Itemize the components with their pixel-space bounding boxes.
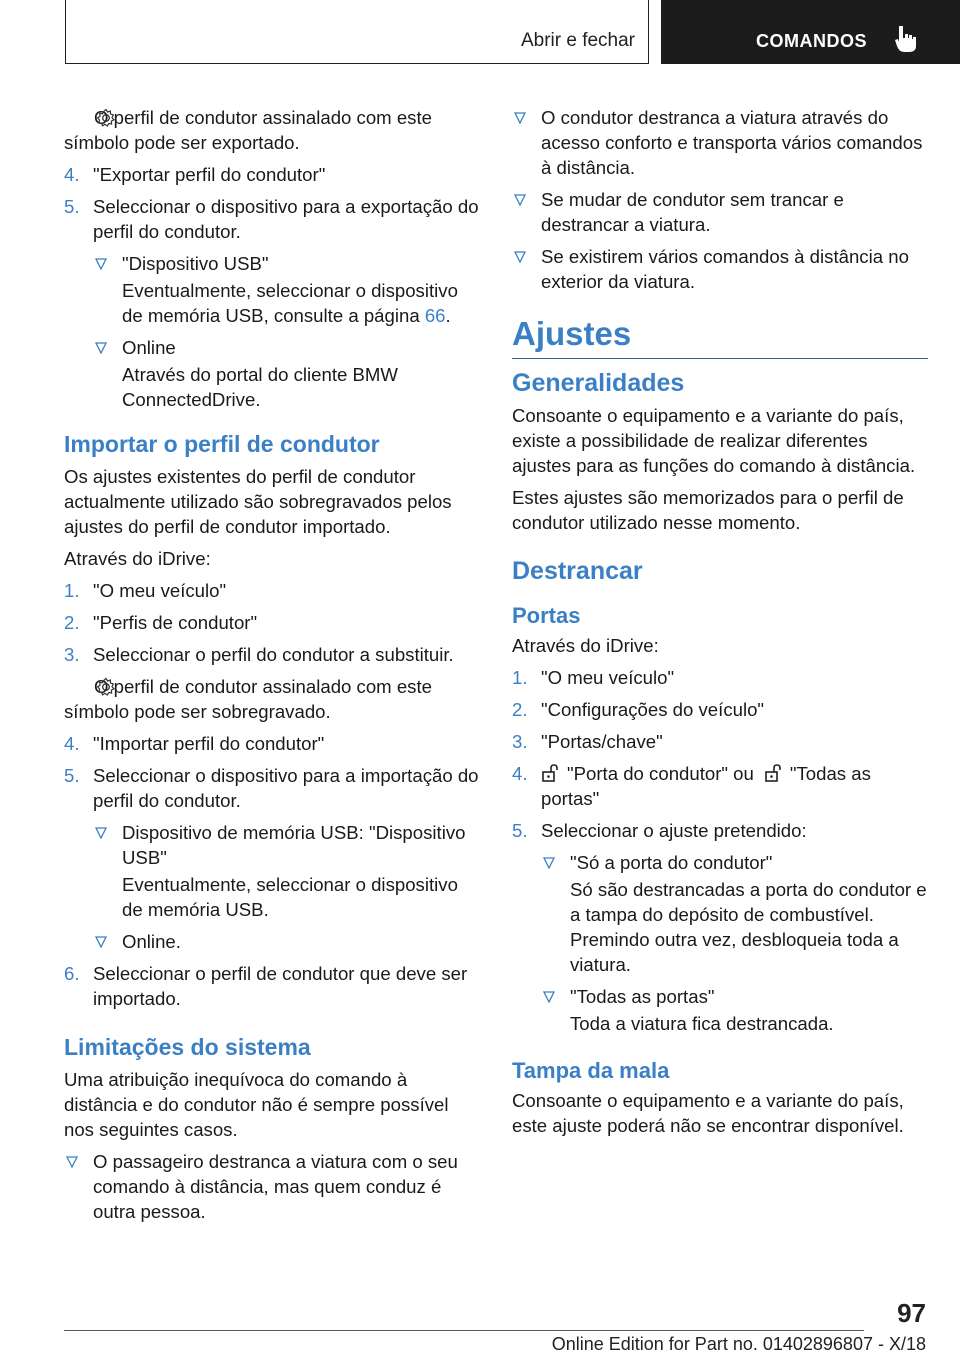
list-item [512,818,928,843]
gear-icon [96,108,116,128]
list-item [64,162,480,187]
step-text: "Exportar perfil do condutor" [93,164,326,185]
footer-edition: Online Edition for Part no. 01402896807 - X/18 [551,1334,926,1354]
overwrite-note [64,674,480,724]
list-item [541,984,928,1036]
step-number: 1. [512,667,528,688]
bullet-title: Online. [122,931,181,952]
bullet-desc: Através do portal do cliente BMW ConnectedDrive. [122,364,398,410]
step-number: 2. [512,699,528,720]
page-link[interactable]: 66 [424,305,446,326]
list-item [512,761,928,811]
bullet-title: "Dispositivo USB" [122,253,269,274]
bullet-text: O passageiro destranca a viatura com o seu comando à distância, mas quem conduz é outra pessoa. [93,1151,458,1222]
bullet-desc [122,278,480,328]
step-text: Seleccionar o dispositivo para a importação do perfil do condutor. [93,765,479,811]
list-item [93,335,480,412]
general-heading: Generalidades [512,369,685,397]
left-column [64,105,480,1231]
triangle-bullet-icon [95,827,107,839]
triangle-bullet-icon [514,251,526,263]
list-item [512,244,928,294]
trunk-paragraph: Consoante o equipamento e a variante do país, este ajuste poderá não se encontrar disponível. [512,1090,904,1136]
list-item [512,665,928,690]
step-text: "O meu veículo" [541,667,675,688]
step-number: 5. [64,765,80,786]
list-item [512,697,928,722]
general-paragraph-1: Consoante o equipamento e a variante do país, existe a possibilidade de realizar diferentes ajustes para as funções do comando à distância. [512,405,916,476]
step-number: 4. [64,164,80,185]
triangle-bullet-icon [66,1156,78,1168]
step-text: "Importar perfil do condutor" [93,733,325,754]
hand-pointer-icon [893,24,919,54]
step-number: 3. [512,731,528,752]
bullet-text: Se existirem vários comandos à distância no exterior da viatura. [541,246,909,292]
list-item [64,731,480,756]
list-item [64,610,480,635]
triangle-bullet-icon [543,857,555,869]
step-text: "Configurações do veículo" [541,699,765,720]
step-number: 2. [64,612,80,633]
doors-heading: Portas [512,603,581,628]
triangle-bullet-icon [95,258,107,270]
bullet-desc: Eventualmente, seleccionar o dispositivo de memória USB. [122,874,458,920]
bullet-desc: Só são destrancadas a porta do condutor e a tampa do depósito de combustível. Premindo outra vez, desbloqueia toda a viatura. [570,879,927,975]
step-text: "Perfis de condutor" [93,612,258,633]
step-number: 4. [64,733,80,754]
bullet-title: Dispositivo de memória USB: "Dispositivo USB" [122,822,466,868]
list-item [512,729,928,754]
unlock-icon [764,763,784,783]
general-paragraph-2: Estes ajustes são memorizados para o perfil de condutor utilizado nesse momento. [512,487,904,533]
step-text-part1: "Porta do condutor" ou [567,763,754,784]
step-number: 3. [64,644,80,665]
via-idrive: Através do iDrive: [512,635,659,656]
list-item [64,194,480,244]
step-text: "Portas/chave" [541,731,663,752]
triangle-bullet-icon [95,342,107,354]
page-number: 97 [897,1298,926,1328]
list-item [64,961,480,1011]
bullet-desc-text: Eventualmente, seleccionar o dispositivo de memória USB, consulte a página [122,280,458,326]
chapter-heading: Ajustes [512,315,632,352]
step-number: 4. [512,763,528,784]
list-item [512,187,928,237]
gear-icon [96,677,116,697]
export-note-text: O perfil de condutor assinalado com este símbolo pode ser exportado. [64,107,432,153]
step-number: 5. [512,820,528,841]
step-number: 1. [64,580,80,601]
step-text: Seleccionar o perfil do condutor a substituir. [93,644,454,665]
list-item [93,251,480,328]
triangle-bullet-icon [95,936,107,948]
triangle-bullet-icon [514,112,526,124]
step-number: 5. [64,196,80,217]
bullet-desc-end: . [445,305,451,326]
list-item [541,850,928,977]
via-idrive: Através do iDrive: [64,548,211,569]
import-heading: Importar o perfil de condutor [64,431,380,457]
trunk-heading: Tampa da mala [512,1058,670,1083]
bullet-title: "Só a porta do condutor" [570,852,773,873]
step-text: "O meu veículo" [93,580,227,601]
limits-heading: Limitações do sistema [64,1034,311,1060]
unlock-icon [541,763,561,783]
header-section-title: Abrir e fechar [520,30,635,51]
import-paragraph: Os ajustes existentes do perfil de condutor actualmente utilizado são sobregravados pelos ajustes do perfil de condutor importado. [64,466,452,537]
step-text: Seleccionar o dispositivo para a exportação do perfil do condutor. [93,196,479,242]
list-item [64,642,480,667]
export-note [64,105,480,155]
unlock-heading: Destrancar [512,557,643,585]
triangle-bullet-icon [514,194,526,206]
header-chapter-title: COMANDOS [756,31,867,51]
bullet-text: Se mudar de condutor sem trancar e destrancar a viatura. [541,189,844,235]
header-chapter-box [661,0,960,64]
step-text: Seleccionar o ajuste pretendido: [541,820,807,841]
list-item [93,820,480,922]
right-column [512,105,928,1145]
list-item [93,929,480,954]
overwrite-note-text: O perfil de condutor assinalado com este símbolo pode ser sobregravado. [64,676,432,722]
footer-rule [64,1330,864,1331]
list-item [64,763,480,813]
step-number: 6. [64,963,80,984]
bullet-title: Online [122,337,176,358]
limits-paragraph: Uma atribuição inequívoca do comando à distância e do condutor não é sempre possível nos seguintes casos. [64,1069,449,1140]
list-item [64,1149,480,1224]
step-text: Seleccionar o perfil de condutor que deve ser importado. [93,963,468,1009]
heading-rule [512,358,928,359]
bullet-desc: Toda a viatura fica destrancada. [570,1013,834,1034]
step-text-part2: "Todas as portas" [541,763,871,809]
bullet-title: "Todas as portas" [570,986,715,1007]
triangle-bullet-icon [543,991,555,1003]
bullet-text: O condutor destranca a viatura através do acesso conforto e transporta vários comandos à distância. [541,107,923,178]
list-item [512,105,928,180]
list-item [64,578,480,603]
